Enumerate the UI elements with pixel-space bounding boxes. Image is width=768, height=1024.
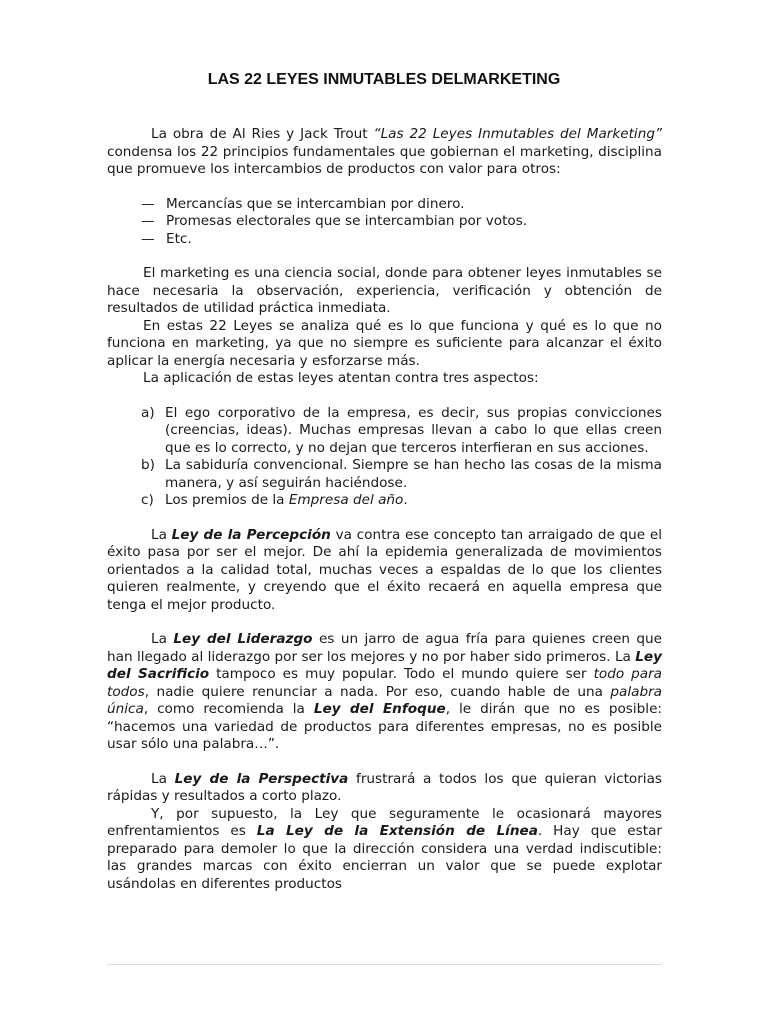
list-item-text: Etc.	[166, 230, 192, 247]
percepcion-paragraph	[107, 527, 662, 615]
paragraph-text: La	[151, 631, 174, 647]
page-divider	[107, 964, 662, 965]
intro-paragraph	[107, 126, 662, 179]
paragraph-text: , nadie quiere renunciar a nada. Por eso, cuando hable de una	[144, 683, 611, 700]
law-name: Ley de la Percepción	[171, 526, 331, 543]
emphasis-text: Empresa del año	[288, 492, 404, 508]
dash-marker: —	[141, 230, 155, 247]
list-item	[141, 213, 662, 231]
paragraph-text: , le dirán que no es posible: “hacemos una variedad de productos para diferentes empresas, no es posible usar sólo una palabra…”.	[107, 701, 663, 752]
paragraph-text: tampoco es muy popular. Todo el mundo quiere ser	[209, 666, 594, 682]
intro-text-continued: condensa los 22 principios fundamentales que gobiernan el marketing, disciplina que promueve los intercambios de productos con valor para otros:	[107, 143, 662, 177]
list-item	[141, 231, 662, 249]
paragraph-text: Y, por supuesto, la Ley que seguramente le ocasionará mayores enfrentamientos es	[107, 805, 662, 839]
list-item	[141, 457, 662, 492]
law-name: Ley de la Perspectiva	[174, 770, 349, 787]
paragraph-text: . Hay que estar preparado para demoler lo que la dirección considera una verdad indiscutible: las grandes marcas con éxito encierran un valor que se puede explotar usándolas en diferentes productos	[107, 823, 662, 892]
alpha-list	[107, 405, 662, 510]
law-name: La Ley de la Extensión de Línea	[256, 823, 538, 839]
list-marker: b)	[141, 457, 155, 473]
paragraph-text: , como recomienda la	[143, 701, 314, 717]
list-marker: a)	[141, 404, 155, 421]
list-item-text: Mercancías que se intercambian por dinero.	[166, 195, 465, 212]
list-item-text: Los premios de la	[165, 492, 289, 508]
estas-leyes-paragraph: En estas 22 Leyes se analiza qué es lo que funciona y qué es lo que no funciona en marketing, ya que no siempre es suficiente para alcanzar el éxito aplicar la energía necesaria y esforzarse más.	[107, 317, 662, 369]
law-name: Ley del Sacrificio	[107, 648, 662, 682]
paragraph-text: frustrará a todos los que quieran victorias rápidas y resultados a corto plazo.	[107, 770, 662, 804]
dash-marker: —	[141, 213, 155, 229]
list-item	[141, 492, 662, 510]
marketing-paragraph: El marketing es una ciencia social, donde para obtener leyes inmutables se hace necesaria la observación, experiencia, verificación y obtención de resultados de utilidad práctica inmediata.	[107, 265, 662, 316]
list-item	[141, 405, 662, 458]
perspectiva-paragraph	[107, 771, 662, 806]
list-marker: c)	[141, 492, 154, 508]
list-item	[141, 196, 662, 214]
list-item-text: Promesas electorales que se intercambian por votos.	[166, 213, 528, 229]
book-title: “Las 22 Leyes Inmutables del Marketing”	[373, 126, 662, 142]
law-name: Ley del Enfoque	[313, 701, 446, 717]
document-title: LAS 22 LEYES INMUTABLES DELMARKETING	[207, 71, 561, 88]
paragraph-text: La	[151, 526, 172, 543]
document-body	[107, 126, 662, 893]
dash-list	[107, 196, 662, 249]
paragraph-text: es un jarro de agua fría para quienes creen que han llegado al liderazgo por ser los mejores y no por haber sido primeros. La	[107, 631, 662, 665]
emphasis-text: palabra única	[107, 683, 662, 717]
paragraph-text: va contra ese concepto tan arraigado de que el éxito pasa por ser el mejor. De ahí la epidemia generalizada de movimientos orientados a la calidad total, muchas veces a espaldas de lo que los clientes quieren realmente, y creyendo que el éxito recaerá en aquella empresa que tenga el mejor producto.	[107, 526, 663, 613]
aplicacion-paragraph: La aplicación de estas leyes atentan contra tres aspectos:	[143, 370, 539, 386]
paragraph-text: La	[151, 770, 175, 787]
intro-text: La obra de Al Ries y Jack Trout	[151, 126, 374, 142]
list-item-text: .	[403, 492, 408, 508]
extension-paragraph	[107, 806, 662, 894]
list-item-text: La sabiduría convencional. Siempre se han hecho las cosas de la misma manera, y así seguirán haciéndose.	[165, 457, 662, 491]
liderazgo-paragraph	[107, 631, 662, 754]
law-name: Ley del Liderazgo	[173, 631, 313, 647]
list-item-text: El ego corporativo de la empresa, es decir, sus propias convicciones (creencias, ideas). Muchas empresas llevan a cabo lo que ellas creen que es lo correcto, y no dejan que terceros interfieran en sus acciones.	[165, 404, 662, 456]
emphasis-text: todo para todos	[107, 666, 662, 700]
dash-marker: —	[141, 195, 155, 212]
